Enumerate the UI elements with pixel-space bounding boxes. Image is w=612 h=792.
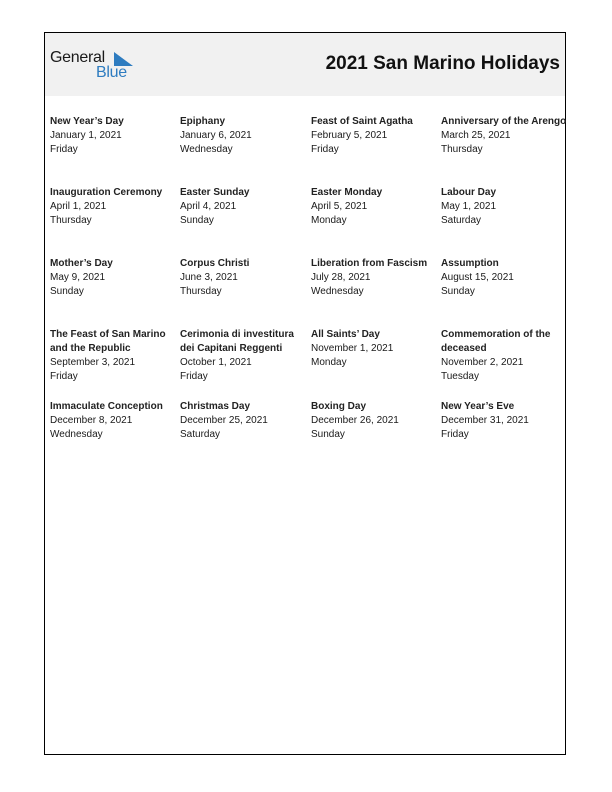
holiday-weekday: Friday: [50, 371, 78, 382]
holiday-item: [311, 115, 437, 157]
holiday-weekday: Wednesday: [50, 429, 103, 440]
holiday-item: [50, 328, 176, 384]
holiday-weekday: Thursday: [180, 286, 222, 297]
holiday-name: Feast of Saint Agatha: [311, 116, 413, 127]
holiday-name: Christmas Day: [180, 401, 251, 412]
holiday-weekday: Saturday: [441, 215, 482, 226]
holiday-name: Cerimonia di investitura dei Capitani Reggenti: [180, 329, 294, 354]
holiday-weekday: Thursday: [50, 215, 92, 226]
holiday-name: Easter Monday: [311, 187, 383, 198]
holiday-weekday: Sunday: [311, 429, 345, 440]
holiday-item: [441, 400, 567, 442]
holiday-weekday: Wednesday: [311, 286, 364, 297]
holiday-date: November 2, 2021: [441, 357, 524, 368]
holiday-item: [50, 115, 176, 157]
holiday-date: December 8, 2021: [50, 415, 133, 426]
holiday-name: Anniversary of the Arengo: [441, 116, 567, 127]
holiday-name: Liberation from Fascism: [311, 258, 428, 269]
holiday-name: Commemoration of the deceased: [441, 329, 551, 354]
holiday-date: August 15, 2021: [441, 272, 514, 283]
holiday-name: Epiphany: [180, 116, 226, 127]
logo-word-blue: Blue: [96, 64, 127, 81]
holiday-item: [441, 115, 567, 157]
holiday-date: December 26, 2021: [311, 415, 399, 426]
holiday-name: Assumption: [441, 258, 499, 269]
holiday-weekday: Monday: [311, 357, 347, 368]
holiday-name: Labour Day: [441, 187, 497, 198]
holiday-date: February 5, 2021: [311, 130, 388, 141]
holiday-name: Immaculate Conception: [50, 401, 163, 412]
holiday-weekday: Saturday: [180, 429, 221, 440]
holiday-date: May 1, 2021: [441, 201, 497, 212]
holiday-item: [441, 328, 567, 384]
holiday-item: [180, 257, 306, 299]
holiday-item: [180, 328, 306, 384]
holiday-item: [180, 400, 306, 442]
holiday-name: Corpus Christi: [180, 258, 250, 269]
holiday-date: April 1, 2021: [50, 201, 107, 212]
header-band: [45, 33, 565, 96]
holiday-date: January 1, 2021: [50, 130, 122, 141]
holiday-name: Easter Sunday: [180, 187, 250, 198]
holiday-date: July 28, 2021: [311, 272, 371, 283]
holiday-item: [311, 328, 437, 370]
holiday-weekday: Sunday: [180, 215, 214, 226]
holiday-item: [311, 400, 437, 442]
holiday-item: [50, 257, 176, 299]
holiday-date: April 5, 2021: [311, 201, 368, 212]
holiday-date: November 1, 2021: [311, 343, 394, 354]
page-title: 2021 San Marino Holidays: [325, 53, 560, 74]
page-frame: [44, 32, 566, 755]
holiday-item: [180, 186, 306, 228]
holiday-weekday: Friday: [180, 371, 208, 382]
holiday-item: [180, 115, 306, 157]
holiday-name: Inauguration Ceremony: [50, 187, 163, 198]
logo-word-general: General: [50, 49, 105, 66]
holiday-weekday: Sunday: [50, 286, 84, 297]
holiday-date: December 25, 2021: [180, 415, 268, 426]
holiday-date: September 3, 2021: [50, 357, 136, 368]
holiday-weekday: Friday: [441, 429, 469, 440]
holiday-weekday: Friday: [311, 144, 339, 155]
holiday-weekday: Sunday: [441, 286, 475, 297]
holiday-item: [311, 257, 437, 299]
holiday-name: All Saints’ Day: [311, 329, 380, 340]
holiday-name: New Year’s Day: [50, 116, 124, 127]
holiday-item: [441, 186, 567, 228]
holiday-name: New Year’s Eve: [441, 401, 515, 412]
holiday-item: [441, 257, 567, 299]
holiday-date: March 25, 2021: [441, 130, 511, 141]
holiday-date: June 3, 2021: [180, 272, 238, 283]
holiday-name: The Feast of San Marino and the Republic: [50, 329, 166, 354]
holiday-date: May 9, 2021: [50, 272, 106, 283]
holiday-weekday: Tuesday: [441, 371, 479, 382]
holiday-name: Mother’s Day: [50, 258, 113, 269]
holiday-weekday: Thursday: [441, 144, 483, 155]
holiday-weekday: Monday: [311, 215, 347, 226]
holiday-date: January 6, 2021: [180, 130, 252, 141]
holiday-date: April 4, 2021: [180, 201, 237, 212]
generalblue-logo: [50, 48, 140, 84]
holiday-item: [50, 186, 176, 228]
holiday-item: [50, 400, 176, 442]
holiday-weekday: Friday: [50, 144, 78, 155]
holiday-date: October 1, 2021: [180, 357, 252, 368]
holiday-weekday: Wednesday: [180, 144, 233, 155]
holiday-item: [311, 186, 437, 228]
holiday-date: December 31, 2021: [441, 415, 529, 426]
holiday-name: Boxing Day: [311, 401, 367, 412]
